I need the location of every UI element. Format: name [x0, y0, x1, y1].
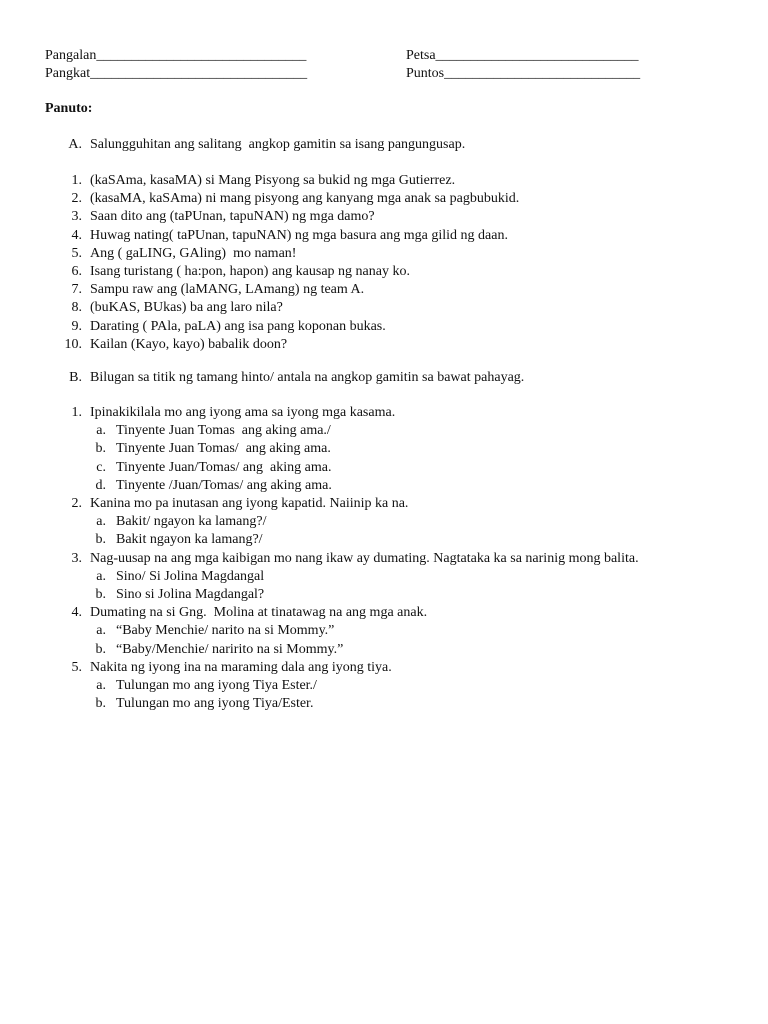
item-number: b.: [95, 641, 106, 657]
item-number: 5.: [71, 245, 82, 261]
item-text: “Baby/Menchie/ naririto na si Mommy.”: [116, 641, 344, 657]
item-text: Bakit/ ngayon ka lamang?/: [116, 514, 267, 530]
item-text: Salungguhitan ang salitang angkop gamitin sa isang pangungusap.: [90, 137, 466, 152]
item-number: c.: [96, 459, 106, 475]
item-text: Sino si Jolina Magdangal?: [116, 587, 265, 602]
petsa-field: Petsa_____________________________: [406, 48, 639, 63]
item-number: a.: [96, 423, 106, 439]
item-text: (buKAS, BUkas) ba ang laro nila?: [90, 300, 283, 316]
item-number: b.: [95, 696, 106, 712]
item-text: Tinyente Juan/Tomas/ ang aking ama.: [116, 459, 332, 475]
item-text: Tinyente Juan Tomas ang aking ama./: [116, 423, 331, 439]
panuto-heading: Panuto:: [45, 101, 93, 116]
item-number: 4.: [71, 605, 82, 621]
item-text: Tinyente /Juan/Tomas/ ang aking ama.: [116, 477, 332, 493]
item-text: Ang ( gaLING, GAling) mo naman!: [90, 245, 297, 261]
item-text: Huwag nating( taPUnan, tapuNAN) ng mga basura ang mga gilid ng daan.: [90, 227, 508, 243]
item-number: d.: [95, 477, 106, 493]
item-number: B.: [69, 370, 82, 385]
item-text: Sampu raw ang (laMANG, LAmang) ng team A.: [90, 282, 365, 298]
item-text: (kaSAma, kasaMA) si Mang Pisyong sa bukid ng mga Gutierrez.: [90, 173, 456, 188]
item-text: (kasaMA, kaSAma) ni mang pisyong ang kanyang mga anak sa pagbubukid.: [90, 191, 520, 207]
item-number: 2.: [71, 496, 82, 511]
item-number: 9.: [71, 318, 82, 334]
item-text: Dumating na si Gng. Molina at tinatawag na ang mga anak.: [90, 605, 428, 621]
item-number: a.: [96, 568, 106, 584]
item-text: Saan dito ang (taPUnan, tapuNAN) ng mga damo?: [90, 209, 375, 225]
item-number: a.: [96, 623, 106, 639]
item-number: 3.: [71, 209, 82, 225]
item-text: “Baby Menchie/ narito na si Mommy.”: [116, 623, 335, 639]
item-number: a.: [96, 678, 106, 693]
item-number: 1.: [71, 173, 82, 188]
item-text: Darating ( PAla, paLA) ang isa pang koponan bukas.: [90, 318, 386, 334]
item-text: Sino/ Si Jolina Magdangal: [116, 568, 265, 584]
item-number: a.: [96, 514, 106, 530]
item-number: 5.: [71, 659, 82, 675]
item-text: Kanina mo pa inutasan ang iyong kapatid. Naiinip ka na.: [90, 496, 409, 511]
item-number: 3.: [71, 550, 82, 566]
item-text: Nag-uusap na ang mga kaibigan mo nang ikaw ay dumating. Nagtataka ka sa narinig mong balita.: [90, 550, 639, 566]
item-number: A.: [68, 137, 82, 152]
item-text: Ipinakikilala mo ang iyong ama sa iyong mga kasama.: [90, 405, 396, 420]
item-number: 2.: [71, 191, 82, 207]
item-text: Bilugan sa titik ng tamang hinto/ antala na angkop gamitin sa bawat pahayag.: [90, 370, 525, 385]
item-number: 4.: [71, 227, 82, 243]
pangkat-field: Pangkat_______________________________: [45, 66, 308, 81]
item-text: Kailan (Kayo, kayo) babalik doon?: [90, 336, 288, 352]
item-text: Bakit ngayon ka lamang?/: [116, 532, 263, 548]
item-number: b.: [95, 587, 106, 602]
item-number: b.: [95, 532, 106, 548]
item-number: b.: [95, 441, 106, 457]
pangalan-field: Pangalan______________________________: [45, 48, 307, 63]
item-text: Tinyente Juan Tomas/ ang aking ama.: [116, 441, 331, 457]
item-text: Nakita ng iyong ina na maraming dala ang iyong tiya.: [90, 659, 392, 675]
item-number: 1.: [71, 405, 82, 420]
puntos-field: Puntos____________________________: [406, 66, 641, 81]
item-number: 8.: [71, 300, 82, 316]
item-text: Isang turistang ( ha:pon, hapon) ang kausap ng nanay ko.: [90, 264, 410, 279]
item-text: Tulungan mo ang iyong Tiya/Ester.: [116, 696, 314, 712]
item-number: 6.: [71, 264, 82, 279]
item-number: 10.: [64, 336, 82, 352]
item-number: 7.: [71, 282, 82, 298]
item-text: Tulungan mo ang iyong Tiya Ester./: [116, 678, 317, 693]
